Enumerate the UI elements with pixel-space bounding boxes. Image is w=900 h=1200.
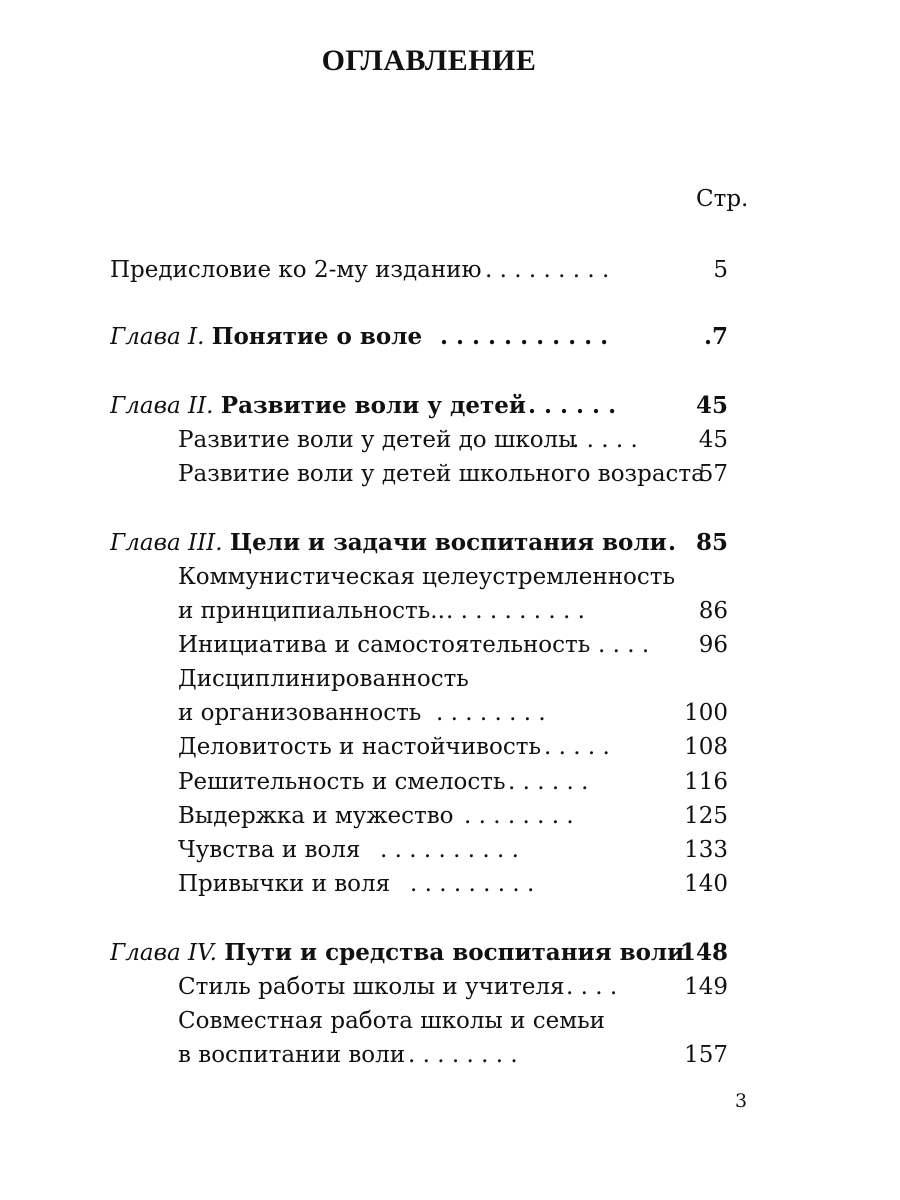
- toc-entry-label: Дисциплинированность: [178, 666, 469, 692]
- chapter-number: Глава IV.: [110, 940, 217, 966]
- toc-entry-label-group: [110, 322, 422, 352]
- chapter-number: Глава II.: [110, 393, 214, 419]
- chapter-title: Развитие воли у детей: [220, 392, 526, 419]
- toc-leader-dots: .: [668, 529, 677, 556]
- toc-entry-label: Инициатива и самостоятельность: [178, 632, 591, 658]
- chapter-number: Глава III.: [110, 530, 223, 556]
- toc-entry-label-group: [110, 938, 684, 968]
- toc-entry-section[interactable]: [0, 596, 900, 626]
- toc-page-number: 149: [684, 974, 728, 1000]
- toc-leader-dots: . . . . . . . . . .: [380, 837, 519, 863]
- toc-page-number: 45: [698, 427, 728, 453]
- toc-leader-dots: . . . . . . . . . .: [446, 598, 585, 624]
- chapter-title: Пути и средства воспитания воли: [224, 939, 685, 966]
- toc-page-number: 96: [698, 632, 728, 658]
- toc-page-number: 133: [684, 837, 728, 863]
- toc-page-number: 86: [698, 598, 728, 624]
- toc-page-number: 157: [684, 1042, 728, 1068]
- toc-leader-dots: . . . . . .: [528, 392, 617, 419]
- toc-entry-label: Привычки и воля: [178, 871, 391, 897]
- toc-entry-label: Чувства и воля: [178, 837, 361, 863]
- toc-entry-section[interactable]: [0, 1006, 900, 1036]
- toc-entry-label: Совместная работа школы и семьи: [178, 1008, 605, 1034]
- toc-entry-section[interactable]: [0, 664, 900, 694]
- toc-entry-chapter-1[interactable]: [0, 322, 900, 352]
- toc-entry-section[interactable]: [0, 835, 900, 865]
- toc-leader-dots: . . . . . . . .: [464, 803, 574, 829]
- toc-page-number: 100: [684, 700, 728, 726]
- toc-page-number: 85: [695, 529, 728, 556]
- toc-page-number: 148: [679, 939, 728, 966]
- page-folio: 3: [735, 1090, 748, 1112]
- toc-entry-label: Выдержка и мужество: [178, 803, 454, 829]
- toc-leader-dots: . . . .: [598, 632, 650, 658]
- chapter-number: Глава I.: [110, 324, 205, 350]
- toc-page-number: .7: [703, 323, 728, 350]
- toc-entry-section[interactable]: [0, 698, 900, 728]
- toc-entry-label: Решительность и смелость: [178, 769, 506, 795]
- toc-entry-label: Развитие воли у детей до школы: [178, 427, 577, 453]
- toc-page-number: 116: [684, 769, 728, 795]
- toc-entry-section[interactable]: [0, 425, 900, 455]
- toc-entry-chapter-4[interactable]: [0, 938, 900, 968]
- toc-entry-section[interactable]: [0, 767, 900, 797]
- toc-leader-dots: . . . . .: [544, 734, 610, 760]
- toc-entry-section[interactable]: [0, 459, 900, 489]
- page-title: ОГЛАВЛЕНИЕ: [321, 44, 537, 77]
- toc-entry-label: Деловитость и настойчивость: [178, 734, 541, 760]
- page-column-label: Стр.: [696, 186, 749, 212]
- chapter-title: Цели и задачи воспитания воли: [229, 529, 667, 556]
- toc-entry-section[interactable]: [0, 972, 900, 1002]
- chapter-title: Понятие о воле: [211, 323, 423, 350]
- toc-entry-chapter-2[interactable]: [0, 391, 900, 421]
- toc-leader-dots: . . . . . . . .: [436, 700, 546, 726]
- toc-page-number: 57: [698, 461, 728, 487]
- toc-entry-label: Развитие воли у детей школьного возраста: [178, 461, 705, 487]
- toc-entry-section[interactable]: [0, 1040, 900, 1070]
- toc-entry-section[interactable]: [0, 801, 900, 831]
- toc-entry-label: Стиль работы школы и учителя: [178, 974, 565, 1000]
- toc-leader-dots: . . . . . .: [508, 769, 589, 795]
- toc-entry-label-group: [110, 528, 667, 558]
- toc-entry-label: Коммунистическая целеустремленность: [178, 564, 676, 590]
- toc-page-number: 5: [713, 257, 728, 283]
- toc-entry-chapter-3[interactable]: [0, 528, 900, 558]
- toc-entry-section[interactable]: [0, 630, 900, 660]
- toc-page-number: 45: [695, 392, 728, 419]
- toc-entry-label-group: [110, 391, 526, 421]
- toc-page-number: 108: [684, 734, 728, 760]
- toc-leader-dots: . . . . . . . . . . .: [440, 323, 609, 350]
- toc-page-number: 125: [684, 803, 728, 829]
- toc-leader-dots: . . . .: [566, 974, 618, 1000]
- toc-entry-preface[interactable]: [0, 255, 900, 285]
- toc-entry-label: и организованность: [178, 700, 422, 726]
- toc-entry-section[interactable]: [0, 562, 900, 592]
- toc-leader-dots: . . . . . . . . .: [410, 871, 535, 897]
- toc-leader-dots: . . . . . . . .: [408, 1042, 518, 1068]
- toc-entry-label: Предисловие ко 2-му изданию: [110, 257, 482, 283]
- toc-leader-dots: . . . . . . . . .: [485, 257, 610, 283]
- toc-leader-dots: . . . . .: [572, 427, 638, 453]
- toc-entry-label: в воспитании воли: [178, 1042, 406, 1068]
- toc-entry-section[interactable]: [0, 732, 900, 762]
- toc-entry-label: и принципиальность..: [178, 598, 445, 624]
- toc-entry-section[interactable]: [0, 869, 900, 899]
- toc-page-number: 140: [684, 871, 728, 897]
